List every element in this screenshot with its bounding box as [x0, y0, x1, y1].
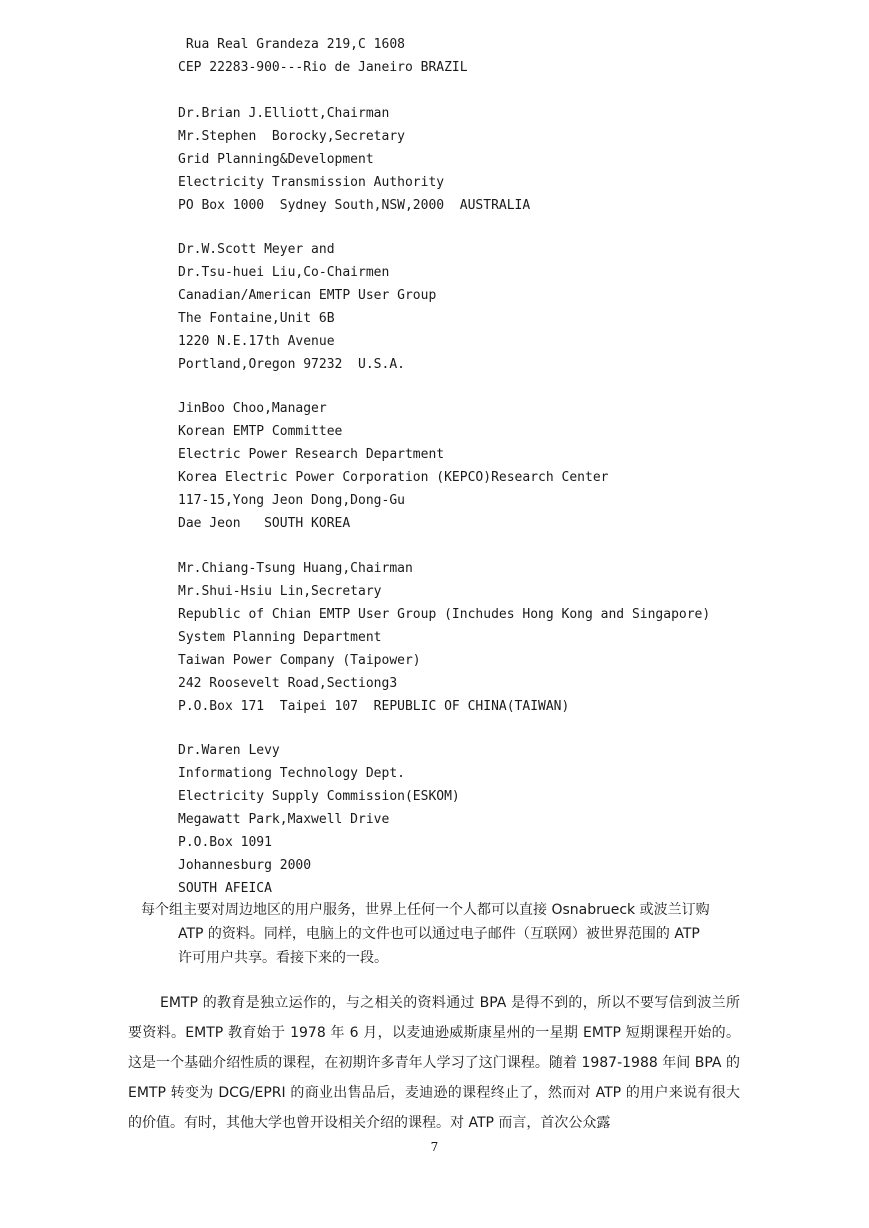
address-line: 242 Roosevelt Road,Sectiong3 — [178, 676, 398, 691]
address-line: SOUTH AFEICA — [178, 881, 272, 896]
address-line: Rua Real Grandeza 219,C 1608 — [178, 37, 405, 52]
address-line: Portland,Oregon 97232 U.S.A. — [178, 357, 405, 372]
address-line: JinBoo Choo,Manager — [178, 401, 327, 416]
address-line: 1220 N.E.17th Avenue — [178, 334, 335, 349]
page-number: 7 — [430, 1140, 439, 1154]
address-usa — [178, 238, 436, 376]
address-line: Megawatt Park,Maxwell Drive — [178, 812, 390, 827]
address-line: Korean EMTP Committee — [178, 424, 343, 439]
note-line: ATP 的资料。同样，电脑上的文件也可以通过电子邮件（互联网）被世界范围的 ATP — [178, 926, 700, 942]
address-line: Dr.W.Scott Meyer and — [178, 242, 335, 257]
body-paragraph: EMTP 的教育是独立运作的，与之相关的资料通过 BPA 是得不到的，所以不要写信到波兰所要资料。EMTP 教育始于 1978 年 6 月，以麦迪逊威斯康星州的一星期 EMTP 短期课程开始的。这是一个基础介绍性质的课程，在初期许多青年人学习了这门课程。随着 1987-1988 年间 BPA 的 EMTP 转变为 DCG/EPRI 的商业出售品后，麦迪逊的课程终止了，然而对 ATP 的用户来说有很大的价值。有时，其他大学也曾开设相关介绍的课程。对 ATP 而言，首次公众露 — [128, 995, 740, 1131]
address-line: Mr.Stephen Borocky,Secretary — [178, 129, 405, 144]
address-line: System Planning Department — [178, 630, 382, 645]
address-south-africa — [178, 739, 460, 900]
address-line: Dr.Brian J.Elliott,Chairman — [178, 106, 390, 121]
note-line: 每个组主要对周边地区的用户服务，世界上任何一个人都可以直接 Osnabrueck 或波兰订购 — [141, 902, 710, 918]
address-line: Republic of Chian EMTP User Group (Inchudes Hong Kong and Singapore) — [178, 607, 711, 622]
address-line: Dr.Waren Levy — [178, 743, 280, 758]
address-line: Electricity Transmission Authority — [178, 175, 445, 190]
address-line: Grid Planning&Development — [178, 152, 374, 167]
address-line: Dr.Tsu-huei Liu,Co-Chairmen — [178, 265, 390, 280]
address-line: Electric Power Research Department — [178, 447, 445, 462]
address-line: PO Box 1000 Sydney South,NSW,2000 AUSTRALIA — [178, 198, 531, 213]
address-line: Mr.Chiang-Tsung Huang,Chairman — [178, 561, 413, 576]
address-line: Mr.Shui-Hsiu Lin,Secretary — [178, 584, 382, 599]
address-line: Electricity Supply Commission(ESKOM) — [178, 789, 460, 804]
address-taiwan — [178, 557, 710, 718]
address-line: Dae Jeon SOUTH KOREA — [178, 516, 351, 531]
address-australia — [178, 102, 530, 217]
address-line: Korea Electric Power Corporation (KEPCO)Research Center — [178, 470, 609, 485]
address-line: Johannesburg 2000 — [178, 858, 312, 873]
address-line: P.O.Box 171 Taipei 107 REPUBLIC OF CHINA(TAIWAN) — [178, 699, 570, 714]
address-line: Taiwan Power Company (Taipower) — [178, 653, 421, 668]
address-line: The Fontaine,Unit 6B — [178, 311, 335, 326]
address-line: CEP 22283-900---Rio de Janeiro BRAZIL — [178, 60, 468, 75]
address-line: 117-15,Yong Jeon Dong,Dong-Gu — [178, 493, 405, 508]
address-line: Canadian/American EMTP User Group — [178, 288, 437, 303]
address-brazil — [178, 33, 468, 79]
address-line: Informationg Technology Dept. — [178, 766, 405, 781]
note-line: 许可用户共享。看接下来的一段。 — [178, 950, 388, 966]
address-korea — [178, 397, 608, 535]
address-line: P.O.Box 1091 — [178, 835, 272, 850]
